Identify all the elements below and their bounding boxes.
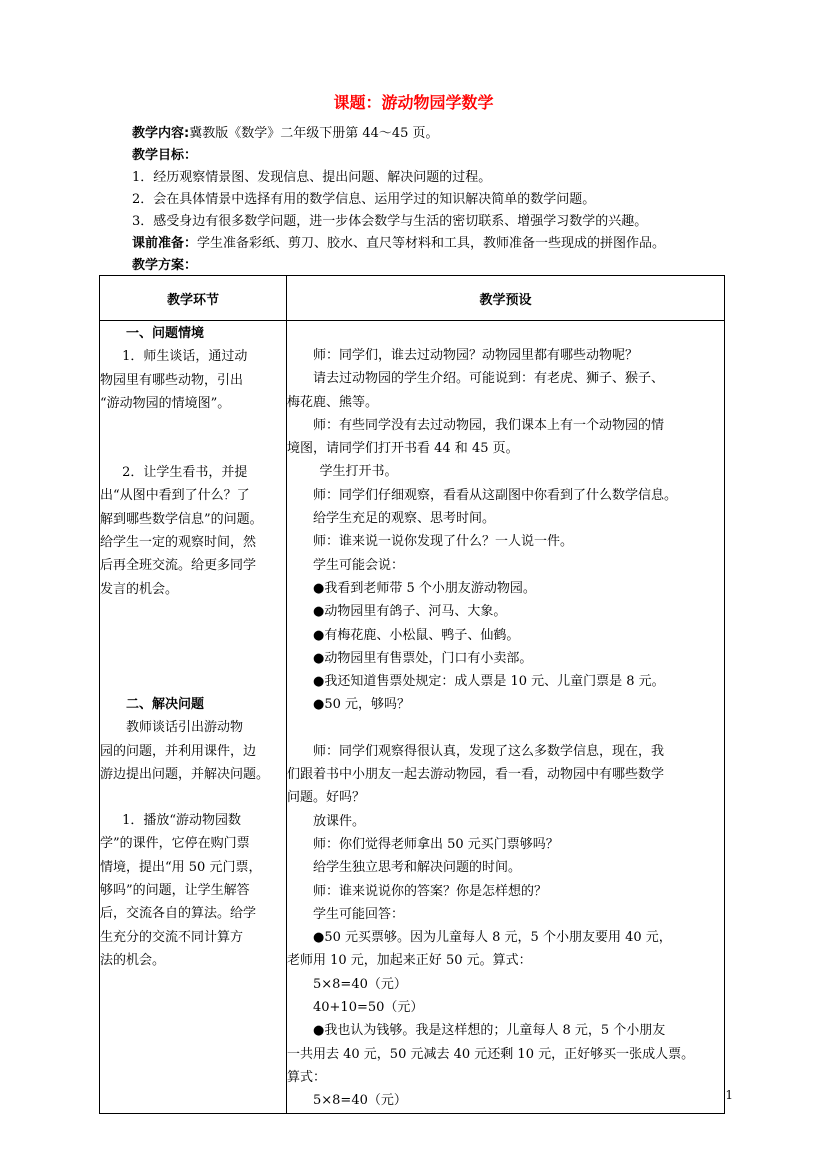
step-line: 给学生一定的观察时间，然	[100, 535, 257, 551]
preset-line: ●我也认为钱够。我是这样想的；儿童每人 8 元，5 个小朋友	[313, 1023, 666, 1039]
presets-cell	[287, 321, 725, 1114]
step-line: 学”的课件，它停在购门票	[100, 836, 250, 852]
table-row	[100, 321, 725, 1114]
preset-line: 师：你们觉得老师拿出 50 元买门票够吗？	[313, 836, 559, 852]
preset-line: 给学生充足的观察、思考时间。	[313, 511, 496, 527]
step-line: “游动物园的情境图”。	[100, 395, 231, 411]
preset-line: 老师用 10 元，加起来正好 50 元。算式：	[287, 953, 532, 969]
preset-line: 梅花鹿、熊等。	[287, 394, 379, 410]
goal-item: 2．会在具体情景中选择有用的数学信息、运用学过的知识解决简单的数学问题。	[132, 192, 596, 207]
step-line: 解到哪些数学信息”的问题。	[100, 511, 263, 527]
preset-line: 师：同学们仔细观察，看看从这副图中你看到了什么数学信息。	[313, 487, 678, 503]
step-line: 物园里有哪些动物，引出	[100, 372, 244, 388]
table-header-row	[100, 276, 725, 321]
step-line: 生充分的交流不同计算方	[100, 929, 244, 945]
section-heading: 一、问题情境	[126, 326, 205, 341]
page-number: 1	[725, 1088, 733, 1102]
preset-line: 师：谁来说说你的答案？你是怎样想的？	[313, 883, 548, 899]
step-line: 2．让学生看书，并提	[122, 465, 248, 481]
header-teaching-steps: 教学环节	[100, 276, 287, 321]
preset-line: ●动物园里有售票处，门口有小卖部。	[313, 650, 533, 666]
goal-item: 3．感受身边有很多数学问题，进一步体会数学与生活的密切联系、增强学习数学的兴趣。	[132, 214, 648, 229]
preset-line: 师：谁来说一说你发现了什么？一人说一件。	[313, 534, 574, 550]
preset-line: ●我看到老师带 5 个小朋友游动物园。	[313, 580, 536, 596]
preset-line: 境图，请同学们打开书看 44 和 45 页。	[287, 441, 519, 457]
step-line: 后，交流各自的算法。给学	[100, 906, 257, 922]
preset-line: 给学生独立思考和解决问题的时间。	[313, 860, 522, 876]
preset-line: 学生打开书。	[319, 464, 398, 480]
preset-line: 们跟着书中小朋友一起去游动物园，看一看，动物园中有哪些数学	[287, 767, 665, 783]
preparation-text: 学生准备彩纸、剪刀、胶水、直尺等材料和工具，教师准备一些现成的拼图作品。	[197, 236, 666, 251]
steps-cell	[100, 321, 287, 1114]
step-line: 够吗”的问题，让学生解答	[100, 883, 250, 899]
step-line: 园的问题，并利用课件，边	[100, 743, 257, 759]
goal-item: 1．经历观察情景图、发现信息、提出问题、解决问题的过程。	[132, 170, 492, 185]
step-line: 1．播放“游动物园数	[122, 813, 242, 829]
step-line: 法的机会。	[100, 952, 166, 968]
step-line: 出“从图中看到了什么？了	[100, 488, 250, 504]
section-heading: 二、解决问题	[126, 696, 205, 712]
preset-line: ●50 元买票够。因为儿童每人 8 元，5 个小朋友要用 40 元，	[313, 930, 672, 946]
step-line: 教师谈话引出游动物	[126, 720, 244, 736]
step-line: 情境，提出“用 50 元门票，	[100, 859, 262, 875]
header-teaching-presets: 教学预设	[287, 276, 725, 321]
preset-line: 一共用去 40 元，50 元减去 40 元还剩 10 元，正好够买一张成人票。	[287, 1046, 695, 1062]
teaching-goals-label: 教学目标：	[132, 148, 198, 163]
preset-line: 师：同学们，谁去过动物园？动物园里都有哪些动物呢？	[313, 348, 639, 363]
step-line: 游边提出问题，并解决问题。	[100, 766, 270, 782]
preset-line: 算式：	[287, 1069, 327, 1085]
preset-line: 5×8=40（元）	[313, 976, 407, 992]
preset-line: 问题。好吗？	[287, 790, 366, 806]
preset-line: 学生可能回答：	[313, 906, 405, 922]
teaching-content-text: 冀教版《数学》二年级下册第 44～45 页。	[189, 126, 439, 141]
preset-line: ●动物园里有鸽子、河马、大象。	[313, 604, 507, 620]
page-title: 课题：游动物园学数学	[333, 93, 494, 112]
step-line: 1．师生谈话，通过动	[122, 349, 248, 365]
preparation	[132, 233, 772, 255]
preset-line: 学生可能会说：	[313, 557, 405, 573]
teaching-content	[132, 123, 732, 145]
plan-label: 教学方案：	[132, 258, 198, 273]
step-line: 后再全班交流。给更多同学	[100, 558, 257, 574]
teaching-content-label: 教学内容:	[132, 126, 190, 141]
preset-line: 师：同学们观察得很认真，发现了这么多数学信息，现在，我	[313, 743, 665, 759]
preset-line: 放课件。	[313, 813, 366, 829]
preset-line: 5×8=40（元）	[313, 1093, 407, 1109]
preset-line: ●我还知道售票处规定：成人票是 10 元、儿童门票是 8 元。	[313, 674, 665, 690]
preset-line: 请去过动物园的学生介绍。可能说到：有老虎、狮子、猴子、	[313, 371, 665, 387]
preset-line: ●50 元，够吗？	[313, 697, 411, 713]
lesson-plan-table	[99, 275, 725, 1114]
preset-line: ●有梅花鹿、小松鼠、鸭子、仙鹤。	[313, 627, 520, 643]
step-line: 发言的机会。	[100, 581, 179, 597]
preset-line: 师：有些同学没有去过动物园，我们课本上有一个动物园的情	[313, 417, 665, 433]
preparation-label: 课前准备：	[132, 236, 198, 251]
preset-line: 40+10=50（元）	[313, 1000, 424, 1016]
